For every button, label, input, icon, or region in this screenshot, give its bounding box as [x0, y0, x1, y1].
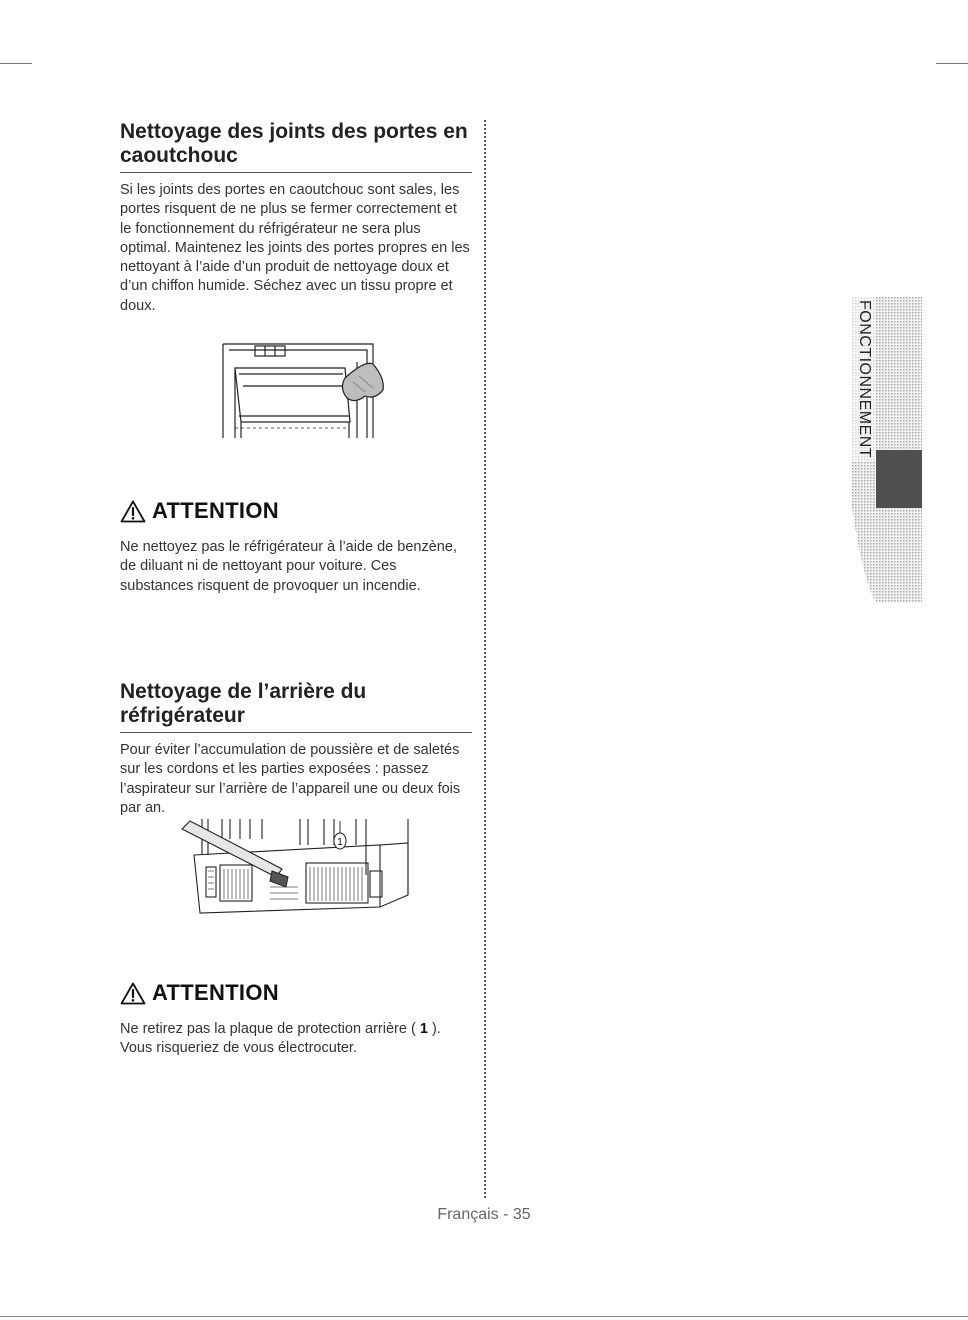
cloth-icon	[342, 363, 383, 400]
section-heading: Nettoyage de l’arrière du réfrigérateur	[120, 680, 472, 733]
side-tab-label-text: FONCTIONNEMENT	[856, 300, 873, 459]
crop-mark-left	[0, 63, 32, 64]
page-footer	[0, 1206, 968, 1224]
section-body: Pour éviter l’accumulation de poussière et de saletés sur les cordons et les parties exposées : passez l’aspirateur sur l’arrière de l’appareil une ou deux fois par an.	[120, 742, 461, 816]
caution-title	[120, 498, 472, 524]
caution-title	[120, 980, 472, 1006]
warning-triangle-icon	[120, 982, 146, 1005]
callout-number: 1	[337, 837, 343, 848]
callout-1	[334, 821, 346, 849]
caution-body	[120, 1020, 472, 1059]
section-heading: Nettoyage des joints des portes en caoutchouc	[120, 120, 472, 173]
caution-ref-number: 1	[419, 1021, 428, 1037]
column-divider	[484, 120, 486, 1198]
crop-mark-right	[936, 63, 968, 64]
caution-title-text: ATTENTION	[152, 980, 279, 1005]
side-tab-label	[852, 297, 876, 462]
caution-block-1	[120, 498, 472, 596]
caution-block-2	[120, 980, 472, 1059]
section-rear-cleaning	[120, 680, 472, 818]
caution-body: Ne nettoyez pas le réfrigérateur à l’aide de benzène, de diluant ni de nettoyant pour voiture. Ces substances risquent de provoquer un incendie.	[120, 539, 457, 594]
page-number: Français - 35	[437, 1206, 531, 1223]
section-door-seals	[120, 120, 472, 316]
rear-vacuum-illustration	[180, 815, 416, 917]
caution-body-after: ). Vous risqueriez de vous électrocuter.	[120, 1021, 441, 1057]
section-body: Si les joints des portes en caoutchouc sont sales, les portes risquent de ne plus se fermer correctement et le fonctionnement du réfrigérateur ne sera plus optimal. Maintenez les joints des portes propres en les nettoyant à l’aide d’un produit de nettoyage doux et d’un chiffon humide. Séchez avec un tissu propre et doux.	[120, 182, 470, 314]
vacuum-wand-icon	[182, 821, 282, 877]
caution-title-text: ATTENTION	[152, 498, 279, 523]
caution-body-before: Ne retirez pas la plaque de protection arrière (	[120, 1021, 416, 1037]
warning-triangle-icon	[120, 500, 146, 523]
bottom-rule	[0, 1316, 968, 1317]
door-seal-cleaning-illustration	[215, 338, 395, 442]
